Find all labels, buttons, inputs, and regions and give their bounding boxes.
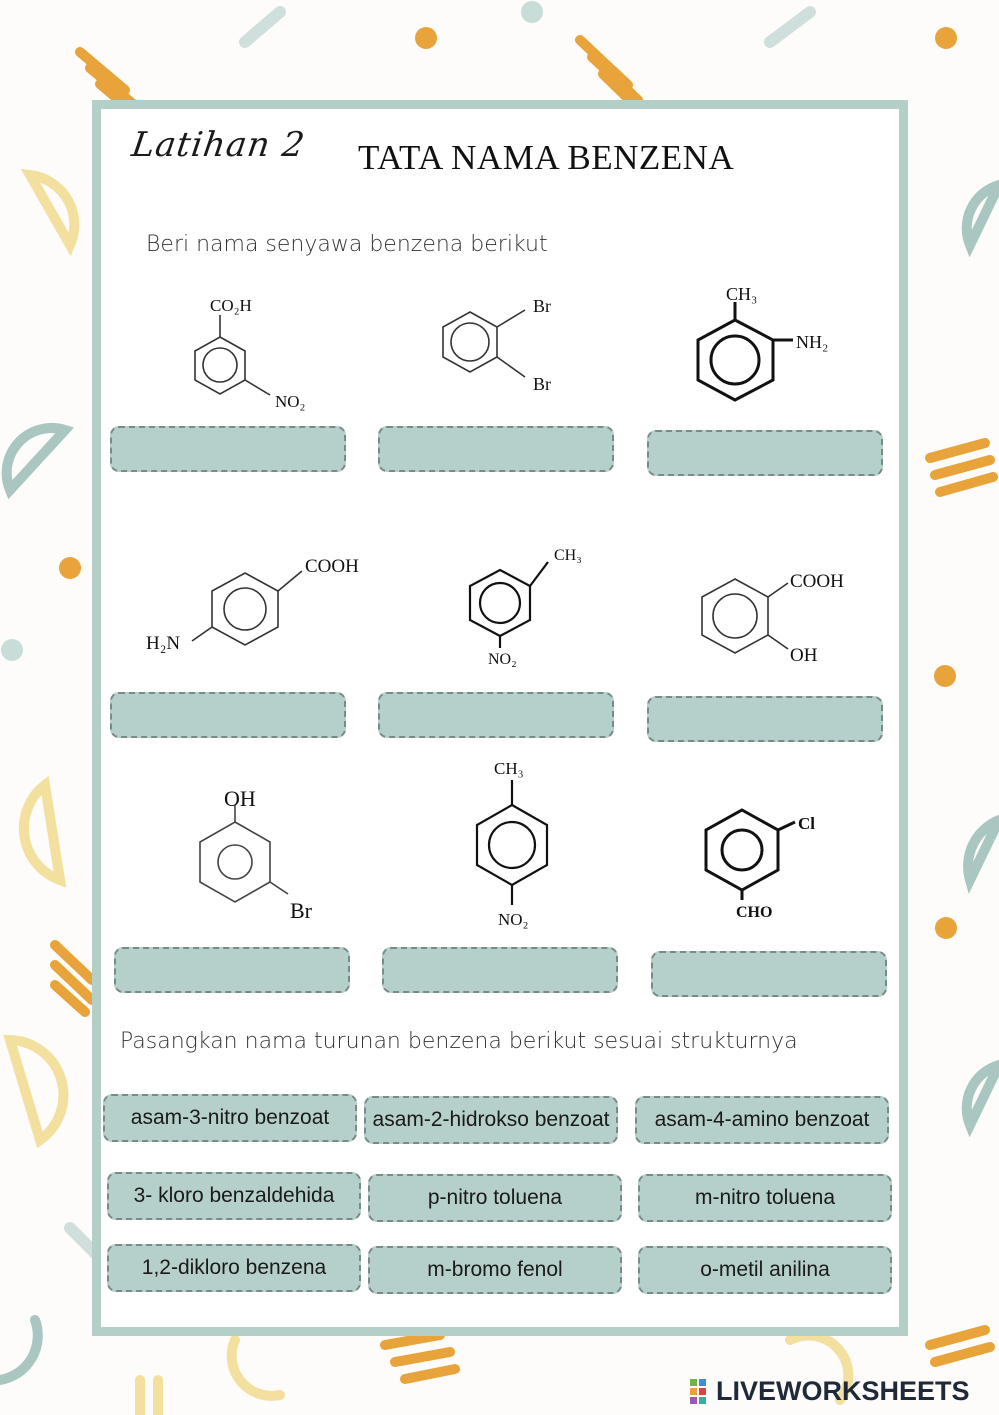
option-4[interactable]: 3- kloro benzaldehida (107, 1172, 361, 1220)
molecule-8-label-top: CH₃ (494, 759, 524, 778)
option-9[interactable]: o-metil anilina (638, 1246, 892, 1294)
option-2[interactable]: asam-2-hidrokso benzoat (364, 1096, 618, 1144)
molecule-7-label-top: OH (224, 786, 256, 811)
answer-box-6[interactable] (647, 696, 883, 742)
option-5[interactable]: p-nitro toluena (368, 1174, 622, 1222)
molecule-6-label-top: COOH (790, 571, 844, 592)
liveworksheets-logo (690, 1376, 970, 1407)
molecule-3-structure (690, 280, 850, 415)
answer-box-5[interactable] (378, 692, 614, 738)
page-title: TATA NAMA BENZENA (358, 138, 735, 177)
molecule-4-label-top: COOH (305, 556, 359, 577)
liveworksheets-brand: LIVEWORKSHEETS (716, 1376, 970, 1406)
option-8[interactable]: m-bromo fenol (368, 1246, 622, 1294)
molecule-8-structure (460, 755, 570, 935)
molecule-9-label-side: CHO (736, 904, 773, 921)
molecule-4-structure (140, 545, 375, 665)
answer-box-8[interactable] (382, 947, 618, 993)
molecule-8-label-side: NO₂ (498, 910, 529, 929)
molecule-1-label-side: NO₂ (275, 392, 306, 411)
liveworksheets-logo-icon (690, 1377, 716, 1407)
exercise-label: Latihan 2 (129, 125, 308, 165)
molecule-5-label-side: NO₂ (488, 651, 517, 668)
option-3[interactable]: asam-4-amino benzoat (635, 1096, 889, 1144)
molecule-7-label-side: Br (290, 898, 312, 923)
molecule-6-label-side: OH (790, 645, 818, 666)
molecule-9-structure (700, 800, 840, 925)
molecule-6-structure (690, 555, 865, 670)
answer-box-3[interactable] (647, 430, 883, 476)
molecule-9-label-top: Cl (798, 814, 815, 833)
instruction-1: Beri nama senyawa benzena berikut (146, 232, 548, 257)
answer-box-7[interactable] (114, 947, 350, 993)
answer-box-1[interactable] (110, 426, 346, 472)
molecule-7-structure (190, 780, 330, 925)
instruction-2: Pasangkan nama turunan benzena berikut sesuai strukturnya (120, 1029, 798, 1054)
molecule-1-structure (160, 285, 340, 420)
molecule-4-label-side: H₂N (146, 633, 181, 654)
answer-box-4[interactable] (110, 692, 346, 738)
option-7[interactable]: 1,2-dikloro benzena (107, 1244, 361, 1292)
molecule-1-label-top: CO₂H (210, 296, 252, 315)
option-6[interactable]: m-nitro toluena (638, 1174, 892, 1222)
molecule-2-label-2: Br (533, 374, 551, 394)
molecule-5-label-top: CH₃ (554, 547, 582, 564)
molecule-2-structure (425, 285, 585, 405)
molecule-5-structure (450, 540, 600, 670)
molecule-3-label-top: CH₃ (726, 284, 758, 304)
answer-box-9[interactable] (651, 951, 887, 997)
molecule-2-label-1: Br (533, 296, 551, 316)
answer-box-2[interactable] (378, 426, 614, 472)
molecule-3-label-side: NH₂ (796, 332, 829, 352)
option-1[interactable]: asam-3-nitro benzoat (103, 1094, 357, 1142)
